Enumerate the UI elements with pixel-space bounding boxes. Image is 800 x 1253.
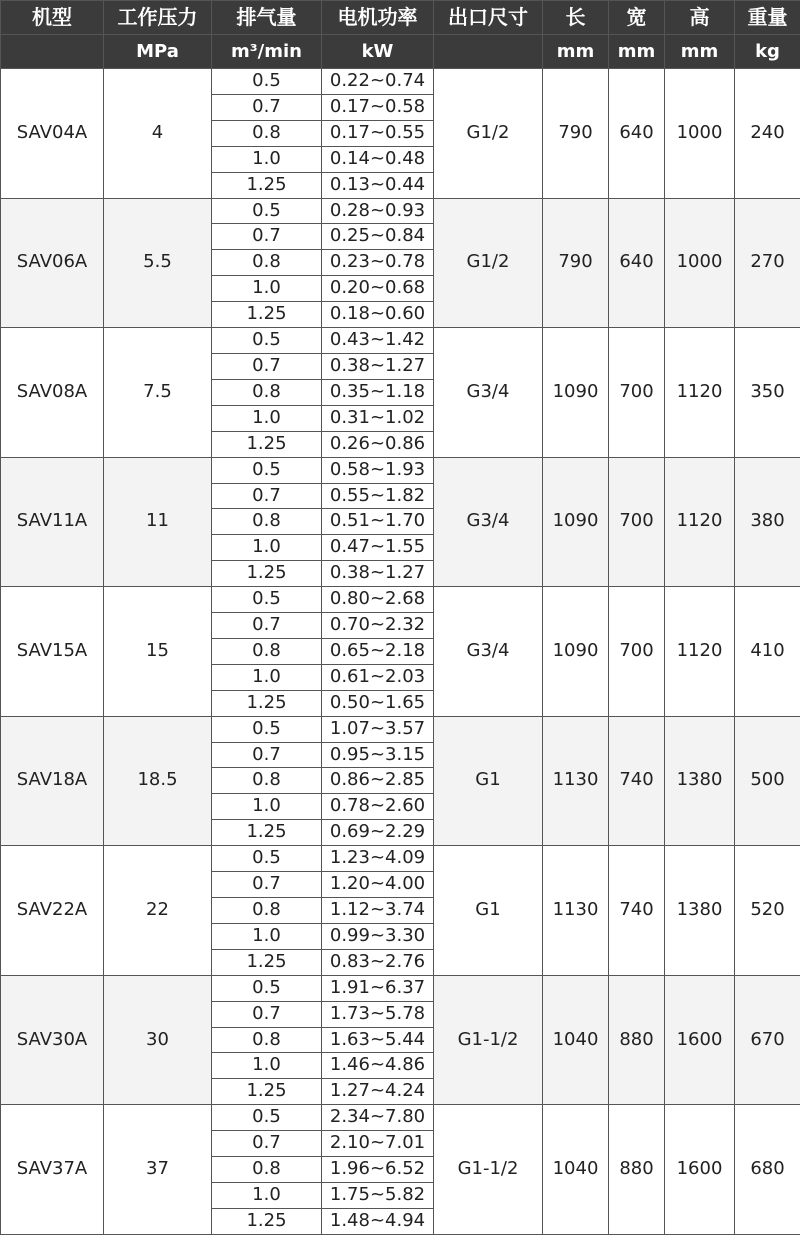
outlet-cell: G1-1/2 — [434, 1105, 543, 1235]
outlet-cell: G3/4 — [434, 328, 543, 458]
power-cell: 1.73~5.78 — [322, 1001, 434, 1027]
model-group — [1, 457, 800, 587]
header-weight: 重量 — [735, 1, 800, 35]
flow-cell: 0.8 — [212, 120, 322, 146]
height-cell: 1600 — [665, 1105, 735, 1235]
header-length: 长 — [543, 1, 609, 35]
power-cell: 0.58~1.93 — [322, 457, 434, 483]
pressure-cell: 4 — [104, 69, 212, 199]
length-cell: 1040 — [543, 975, 609, 1105]
model-group — [1, 975, 800, 1105]
power-cell: 0.38~1.27 — [322, 353, 434, 379]
length-cell: 1130 — [543, 846, 609, 976]
flow-cell: 0.7 — [212, 613, 322, 639]
outlet-cell: G3/4 — [434, 457, 543, 587]
model-cell: SAV11A — [1, 457, 104, 587]
model-cell: SAV30A — [1, 975, 104, 1105]
flow-cell: 1.25 — [212, 561, 322, 587]
length-cell: 1090 — [543, 587, 609, 717]
flow-cell: 0.5 — [212, 198, 322, 224]
table-row — [1, 975, 800, 1001]
power-cell: 1.20~4.00 — [322, 872, 434, 898]
height-cell: 1380 — [665, 716, 735, 846]
model-group — [1, 846, 800, 976]
model-cell: SAV22A — [1, 846, 104, 976]
flow-cell: 1.25 — [212, 172, 322, 198]
power-cell: 0.17~0.55 — [322, 120, 434, 146]
flow-cell: 1.25 — [212, 949, 322, 975]
power-cell: 2.10~7.01 — [322, 1131, 434, 1157]
width-cell: 700 — [609, 587, 665, 717]
flow-cell: 0.5 — [212, 69, 322, 95]
table-row — [1, 846, 800, 872]
power-cell: 1.48~4.94 — [322, 1208, 434, 1234]
weight-cell: 270 — [735, 198, 800, 328]
header-pressure: 工作压力 — [104, 1, 212, 35]
pressure-cell: 11 — [104, 457, 212, 587]
flow-cell: 1.0 — [212, 1053, 322, 1079]
power-cell: 0.55~1.82 — [322, 483, 434, 509]
header-unit-row — [1, 35, 800, 69]
table-row — [1, 1105, 800, 1131]
table-row — [1, 198, 800, 224]
height-cell: 1600 — [665, 975, 735, 1105]
outlet-cell: G1/2 — [434, 69, 543, 199]
power-cell: 0.78~2.60 — [322, 794, 434, 820]
flow-cell: 0.8 — [212, 1027, 322, 1053]
width-cell: 700 — [609, 328, 665, 458]
table-row — [1, 328, 800, 354]
power-cell: 0.83~2.76 — [322, 949, 434, 975]
header-flow: 排气量 — [212, 1, 322, 35]
power-cell: 0.26~0.86 — [322, 431, 434, 457]
height-cell: 1000 — [665, 198, 735, 328]
flow-cell: 1.0 — [212, 146, 322, 172]
flow-cell: 0.5 — [212, 716, 322, 742]
flow-cell: 0.8 — [212, 379, 322, 405]
power-cell: 0.20~0.68 — [322, 276, 434, 302]
flow-cell: 0.7 — [212, 353, 322, 379]
power-cell: 1.27~4.24 — [322, 1079, 434, 1105]
flow-cell: 0.5 — [212, 587, 322, 613]
length-cell: 1130 — [543, 716, 609, 846]
width-cell: 880 — [609, 1105, 665, 1235]
table-row — [1, 457, 800, 483]
power-cell: 0.38~1.27 — [322, 561, 434, 587]
model-group — [1, 1105, 800, 1235]
outlet-cell: G1 — [434, 846, 543, 976]
power-cell: 0.22~0.74 — [322, 69, 434, 95]
pressure-cell: 18.5 — [104, 716, 212, 846]
model-group — [1, 328, 800, 458]
flow-cell: 1.0 — [212, 664, 322, 690]
table-header — [1, 1, 800, 69]
width-cell: 700 — [609, 457, 665, 587]
flow-cell: 0.8 — [212, 1157, 322, 1183]
unit-pressure: MPa — [104, 35, 212, 69]
weight-cell: 500 — [735, 716, 800, 846]
model-cell: SAV06A — [1, 198, 104, 328]
outlet-cell: G1 — [434, 716, 543, 846]
power-cell: 0.23~0.78 — [322, 250, 434, 276]
unit-length: mm — [543, 35, 609, 69]
length-cell: 1090 — [543, 328, 609, 458]
weight-cell: 670 — [735, 975, 800, 1105]
height-cell: 1000 — [665, 69, 735, 199]
power-cell: 0.70~2.32 — [322, 613, 434, 639]
power-cell: 1.96~6.52 — [322, 1157, 434, 1183]
width-cell: 740 — [609, 716, 665, 846]
flow-cell: 1.25 — [212, 1208, 322, 1234]
pressure-cell: 22 — [104, 846, 212, 976]
power-cell: 1.07~3.57 — [322, 716, 434, 742]
power-cell: 0.18~0.60 — [322, 302, 434, 328]
length-cell: 1090 — [543, 457, 609, 587]
power-cell: 1.23~4.09 — [322, 846, 434, 872]
length-cell: 1040 — [543, 1105, 609, 1235]
power-cell: 1.91~6.37 — [322, 975, 434, 1001]
flow-cell: 0.5 — [212, 328, 322, 354]
power-cell: 0.28~0.93 — [322, 198, 434, 224]
width-cell: 640 — [609, 198, 665, 328]
power-cell: 0.51~1.70 — [322, 509, 434, 535]
power-cell: 0.99~3.30 — [322, 923, 434, 949]
flow-cell: 0.5 — [212, 975, 322, 1001]
flow-cell: 0.8 — [212, 898, 322, 924]
power-cell: 0.25~0.84 — [322, 224, 434, 250]
height-cell: 1120 — [665, 587, 735, 717]
flow-cell: 1.0 — [212, 276, 322, 302]
width-cell: 880 — [609, 975, 665, 1105]
flow-cell: 0.7 — [212, 483, 322, 509]
flow-cell: 1.25 — [212, 1079, 322, 1105]
flow-cell: 1.0 — [212, 535, 322, 561]
model-group — [1, 69, 800, 199]
flow-cell: 1.0 — [212, 405, 322, 431]
flow-cell: 0.8 — [212, 250, 322, 276]
flow-cell: 0.7 — [212, 1001, 322, 1027]
pressure-cell: 37 — [104, 1105, 212, 1235]
unit-model — [1, 35, 104, 69]
height-cell: 1380 — [665, 846, 735, 976]
power-cell: 0.17~0.58 — [322, 94, 434, 120]
power-cell: 0.47~1.55 — [322, 535, 434, 561]
flow-cell: 1.25 — [212, 690, 322, 716]
flow-cell: 0.5 — [212, 1105, 322, 1131]
model-cell: SAV18A — [1, 716, 104, 846]
weight-cell: 380 — [735, 457, 800, 587]
unit-flow: m³/min — [212, 35, 322, 69]
power-cell: 0.35~1.18 — [322, 379, 434, 405]
header-outlet: 出口尺寸 — [434, 1, 543, 35]
header-label-row — [1, 1, 800, 35]
flow-cell: 0.8 — [212, 638, 322, 664]
power-cell: 0.31~1.02 — [322, 405, 434, 431]
header-power: 电机功率 — [322, 1, 434, 35]
height-cell: 1120 — [665, 328, 735, 458]
unit-height: mm — [665, 35, 735, 69]
flow-cell: 0.7 — [212, 94, 322, 120]
unit-width: mm — [609, 35, 665, 69]
flow-cell: 1.0 — [212, 923, 322, 949]
pressure-cell: 7.5 — [104, 328, 212, 458]
weight-cell: 520 — [735, 846, 800, 976]
power-cell: 0.61~2.03 — [322, 664, 434, 690]
flow-cell: 1.0 — [212, 1182, 322, 1208]
unit-weight: kg — [735, 35, 800, 69]
width-cell: 640 — [609, 69, 665, 199]
flow-cell: 0.7 — [212, 1131, 322, 1157]
length-cell: 790 — [543, 198, 609, 328]
flow-cell: 0.5 — [212, 846, 322, 872]
weight-cell: 350 — [735, 328, 800, 458]
unit-outlet — [434, 35, 543, 69]
length-cell: 790 — [543, 69, 609, 199]
table-row — [1, 587, 800, 613]
flow-cell: 0.7 — [212, 872, 322, 898]
flow-cell: 0.8 — [212, 768, 322, 794]
power-cell: 0.80~2.68 — [322, 587, 434, 613]
flow-cell: 1.0 — [212, 794, 322, 820]
power-cell: 0.14~0.48 — [322, 146, 434, 172]
header-width: 宽 — [609, 1, 665, 35]
weight-cell: 240 — [735, 69, 800, 199]
power-cell: 1.12~3.74 — [322, 898, 434, 924]
weight-cell: 680 — [735, 1105, 800, 1235]
model-group — [1, 587, 800, 717]
power-cell: 0.13~0.44 — [322, 172, 434, 198]
flow-cell: 1.25 — [212, 820, 322, 846]
header-model: 机型 — [1, 1, 104, 35]
power-cell: 0.65~2.18 — [322, 638, 434, 664]
model-cell: SAV04A — [1, 69, 104, 199]
model-group — [1, 198, 800, 328]
outlet-cell: G1/2 — [434, 198, 543, 328]
flow-cell: 0.7 — [212, 224, 322, 250]
unit-power: kW — [322, 35, 434, 69]
pressure-cell: 5.5 — [104, 198, 212, 328]
flow-cell: 1.25 — [212, 431, 322, 457]
model-group — [1, 716, 800, 846]
height-cell: 1120 — [665, 457, 735, 587]
table-row — [1, 716, 800, 742]
power-cell: 1.63~5.44 — [322, 1027, 434, 1053]
power-cell: 0.95~3.15 — [322, 742, 434, 768]
outlet-cell: G1-1/2 — [434, 975, 543, 1105]
weight-cell: 410 — [735, 587, 800, 717]
outlet-cell: G3/4 — [434, 587, 543, 717]
power-cell: 0.69~2.29 — [322, 820, 434, 846]
model-cell: SAV08A — [1, 328, 104, 458]
pressure-cell: 30 — [104, 975, 212, 1105]
power-cell: 0.43~1.42 — [322, 328, 434, 354]
header-height: 高 — [665, 1, 735, 35]
power-cell: 2.34~7.80 — [322, 1105, 434, 1131]
model-cell: SAV37A — [1, 1105, 104, 1235]
model-cell: SAV15A — [1, 587, 104, 717]
table-row — [1, 69, 800, 95]
pressure-cell: 15 — [104, 587, 212, 717]
flow-cell: 1.25 — [212, 302, 322, 328]
power-cell: 1.75~5.82 — [322, 1182, 434, 1208]
power-cell: 0.86~2.85 — [322, 768, 434, 794]
flow-cell: 0.7 — [212, 742, 322, 768]
flow-cell: 0.8 — [212, 509, 322, 535]
power-cell: 0.50~1.65 — [322, 690, 434, 716]
power-cell: 1.46~4.86 — [322, 1053, 434, 1079]
flow-cell: 0.5 — [212, 457, 322, 483]
width-cell: 740 — [609, 846, 665, 976]
